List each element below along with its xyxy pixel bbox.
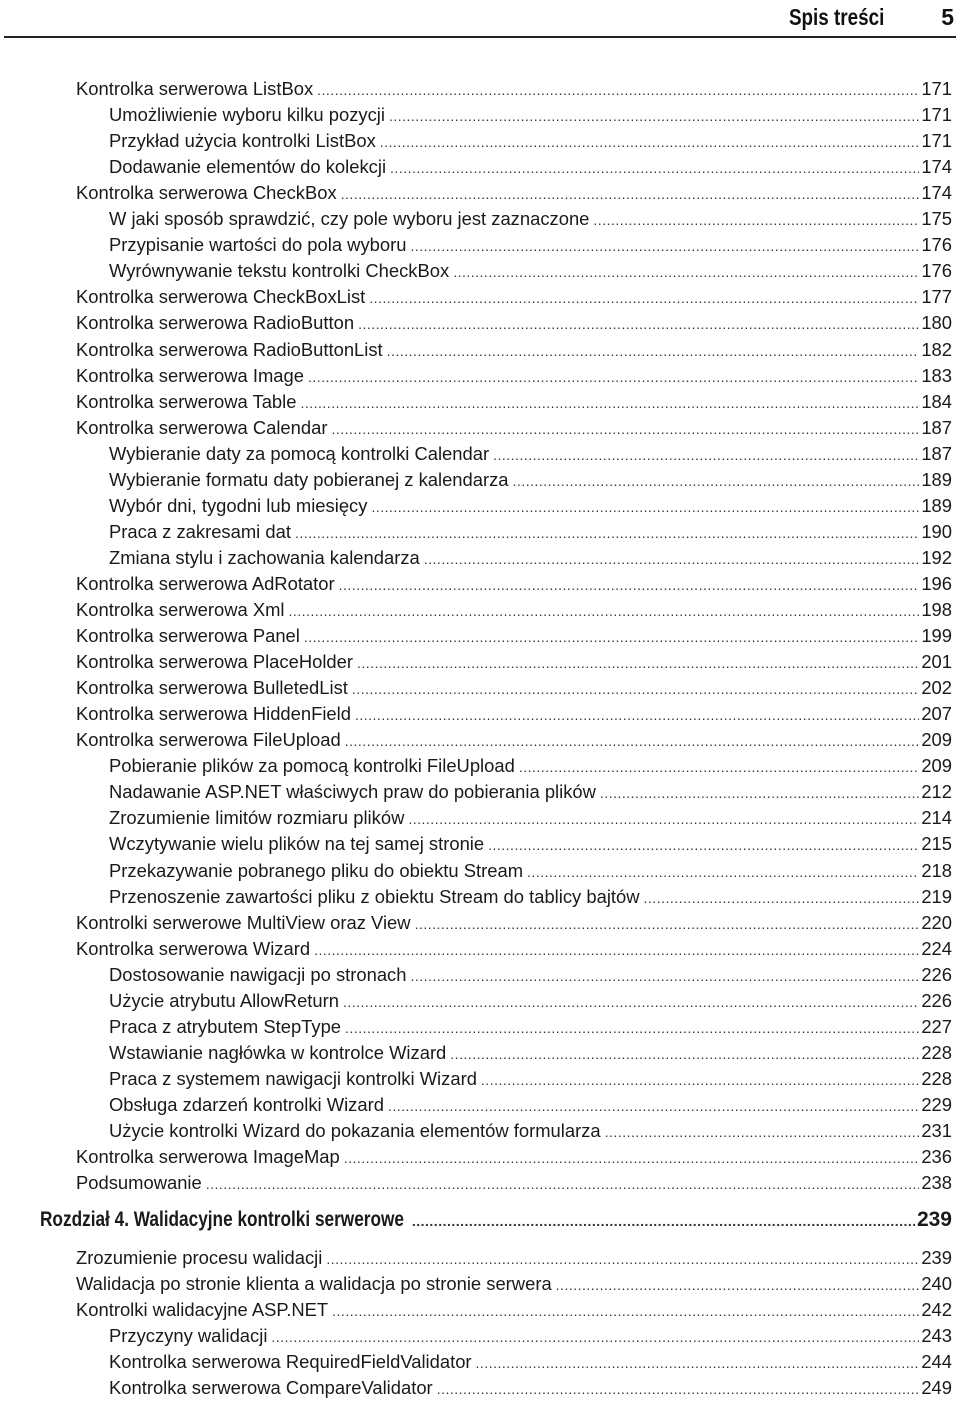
header-rule bbox=[4, 36, 956, 38]
dot-leader bbox=[410, 963, 919, 988]
toc-entry-title: Kontrolka serwerowa FileUpload bbox=[76, 729, 341, 751]
toc-chapter-entry[interactable] bbox=[40, 1208, 952, 1232]
toc-entry-page-number: 175 bbox=[921, 208, 952, 230]
toc-entry[interactable] bbox=[109, 754, 952, 778]
toc-entry-page-number: 239 bbox=[921, 1247, 952, 1269]
toc-entry[interactable] bbox=[109, 1324, 952, 1348]
toc-entry[interactable] bbox=[109, 1350, 952, 1374]
toc-entry-title: Kontrolka serwerowa Wizard bbox=[76, 937, 311, 959]
toc-entry-page-number: 214 bbox=[921, 807, 952, 829]
toc-entry-page-number: 220 bbox=[921, 911, 952, 933]
toc-entry-title: Praca z zakresami dat bbox=[109, 520, 291, 542]
toc-entry-page-number: 176 bbox=[921, 260, 952, 282]
toc-entry[interactable] bbox=[76, 1171, 952, 1195]
toc-entry-title: Kontrolka serwerowa PlaceHolder bbox=[76, 651, 354, 673]
toc-entry-page-number: 202 bbox=[921, 677, 952, 699]
toc-entry-page-number: 227 bbox=[921, 1015, 952, 1037]
dot-leader bbox=[355, 702, 919, 727]
toc-entry-page-number: 192 bbox=[921, 546, 952, 568]
dot-leader bbox=[345, 1015, 919, 1040]
toc-entry-page-number: 171 bbox=[921, 104, 952, 126]
toc-entry[interactable] bbox=[76, 728, 952, 752]
toc-entry-title: Praca z atrybutem StepType bbox=[109, 1015, 342, 1037]
toc-entry-title: Kontrolka serwerowa BulletedList bbox=[76, 677, 348, 699]
toc-entry[interactable] bbox=[109, 780, 952, 804]
dot-leader bbox=[408, 806, 919, 831]
toc-entry[interactable] bbox=[76, 1145, 952, 1169]
toc-entry-title: Kontrolka serwerowa RequiredFieldValidator bbox=[109, 1351, 472, 1373]
running-head-title: Spis treści bbox=[788, 4, 884, 30]
toc-entry[interactable] bbox=[76, 338, 952, 362]
toc-entry-page-number: 182 bbox=[921, 338, 952, 360]
dot-leader bbox=[390, 155, 919, 180]
dot-leader bbox=[295, 520, 919, 545]
toc-entry-page-number: 187 bbox=[921, 442, 952, 464]
toc-entry-page-number: 207 bbox=[921, 703, 952, 725]
toc-entry-page-number: 243 bbox=[921, 1325, 952, 1347]
running-head-page-number: 5 bbox=[941, 4, 954, 30]
toc-entry-page-number: 171 bbox=[921, 78, 952, 99]
toc-entry[interactable] bbox=[109, 963, 952, 987]
dot-leader bbox=[352, 676, 919, 701]
dot-leader bbox=[345, 728, 920, 753]
dot-leader bbox=[605, 1119, 920, 1144]
toc-entry-title: Kontrolka serwerowa RadioButton bbox=[76, 312, 355, 334]
toc-entry-page-number: 242 bbox=[921, 1299, 952, 1321]
toc-entry[interactable] bbox=[109, 468, 952, 492]
dot-leader bbox=[593, 207, 919, 232]
dot-leader bbox=[513, 468, 920, 493]
toc-entry[interactable] bbox=[109, 1376, 952, 1400]
toc-entry-title: Kontrolka serwerowa ListBox bbox=[76, 78, 314, 99]
dot-leader bbox=[476, 1350, 920, 1375]
toc-entry-page-number: 228 bbox=[921, 1067, 952, 1089]
toc-entry[interactable] bbox=[109, 155, 952, 179]
dot-leader bbox=[317, 77, 919, 102]
dot-leader bbox=[600, 780, 919, 805]
dot-leader bbox=[527, 859, 919, 884]
toc-entry[interactable] bbox=[76, 598, 952, 622]
toc-entry[interactable] bbox=[109, 442, 952, 466]
dot-leader bbox=[271, 1324, 919, 1349]
dot-leader bbox=[358, 311, 919, 336]
toc-entry-page-number: 177 bbox=[921, 286, 952, 308]
toc-entry-page-number: 183 bbox=[921, 364, 952, 386]
toc-entry-page-number: 236 bbox=[921, 1146, 952, 1168]
toc-entry-page-number: 224 bbox=[921, 937, 952, 959]
toc-entry-title: Kontrolka serwerowa CheckBoxList bbox=[76, 286, 366, 308]
toc-entry-title: Dodawanie elementów do kolekcji bbox=[109, 156, 387, 178]
dot-leader bbox=[289, 598, 920, 623]
dot-leader bbox=[412, 1208, 915, 1233]
toc-entry-page-number: 196 bbox=[921, 572, 952, 594]
dot-leader bbox=[304, 624, 919, 649]
toc-entry-page-number: 174 bbox=[921, 182, 952, 204]
dot-leader bbox=[493, 442, 919, 467]
toc-entry-title: Kontrolka serwerowa Panel bbox=[76, 625, 300, 647]
toc-entry-page-number: 201 bbox=[921, 651, 952, 673]
toc-entry-page-number: 209 bbox=[921, 729, 952, 751]
toc-entry-title: Kontrolka serwerowa Xml bbox=[76, 599, 285, 620]
toc-entry-title: Wybieranie daty za pomocą kontrolki Calendar bbox=[109, 442, 490, 464]
toc-entry-page-number: 187 bbox=[921, 416, 952, 438]
dot-leader bbox=[343, 989, 919, 1014]
toc-entry[interactable] bbox=[109, 1041, 952, 1065]
toc-entry[interactable] bbox=[76, 624, 952, 648]
toc-entry[interactable] bbox=[109, 1119, 952, 1143]
toc-entry-title: Umożliwienie wyboru kilku pozycji bbox=[109, 104, 385, 126]
dot-leader bbox=[344, 1145, 920, 1170]
toc-entry[interactable] bbox=[76, 911, 952, 935]
dot-leader bbox=[424, 546, 920, 571]
toc-entry[interactable] bbox=[109, 520, 952, 544]
toc-entry-title: Kontrolka serwerowa Image bbox=[76, 364, 304, 386]
toc-entry[interactable] bbox=[76, 390, 952, 414]
toc-entry[interactable] bbox=[76, 285, 952, 309]
dot-leader bbox=[488, 832, 919, 857]
dot-leader bbox=[326, 1246, 919, 1271]
toc-entry[interactable] bbox=[109, 207, 952, 231]
toc-entry[interactable] bbox=[109, 129, 952, 153]
toc-entry[interactable] bbox=[109, 1067, 952, 1091]
toc-entry-title: Kontrolki serwerowe MultiView oraz View bbox=[76, 911, 411, 933]
toc-entry[interactable] bbox=[76, 311, 952, 335]
toc-entry[interactable] bbox=[76, 181, 952, 205]
dot-leader bbox=[357, 650, 919, 675]
toc-entry-page-number: 174 bbox=[921, 156, 952, 178]
toc-entry-title: Nadawanie ASP.NET właściwych praw do pobierania plików bbox=[109, 781, 596, 803]
toc-entry[interactable] bbox=[76, 1298, 952, 1322]
dot-leader bbox=[437, 1376, 920, 1401]
toc-entry[interactable] bbox=[109, 259, 952, 283]
dot-leader bbox=[308, 364, 919, 389]
toc-entry[interactable] bbox=[76, 937, 952, 961]
toc-entry-title: Praca z systemem nawigacji kontrolki Wizard bbox=[109, 1067, 477, 1089]
toc-entry-title: Walidacja po stronie klienta a walidacja po stronie serwera bbox=[76, 1273, 552, 1295]
toc-entry-page-number: 212 bbox=[921, 781, 952, 803]
toc-entry[interactable] bbox=[109, 1093, 952, 1117]
dot-leader bbox=[389, 103, 919, 128]
toc-entry-page-number: 226 bbox=[921, 989, 952, 1011]
toc-entry-page-number: 189 bbox=[921, 468, 952, 490]
toc-entry[interactable] bbox=[76, 1246, 952, 1270]
toc-entry-page-number: 219 bbox=[921, 885, 952, 907]
toc-entry-page-number: 249 bbox=[921, 1377, 952, 1399]
toc-entry-page-number: 199 bbox=[921, 625, 952, 647]
dot-leader bbox=[314, 937, 919, 962]
dot-leader bbox=[556, 1272, 920, 1297]
toc-entry[interactable] bbox=[109, 546, 952, 570]
dot-leader bbox=[206, 1171, 920, 1196]
toc-entry-title: Przyczyny walidacji bbox=[109, 1325, 268, 1347]
toc-entry-page-number: 226 bbox=[921, 963, 952, 985]
toc-entry[interactable] bbox=[109, 806, 952, 830]
toc-entry-title: Kontrolka serwerowa ImageMap bbox=[76, 1146, 340, 1168]
toc-entry-page-number: 198 bbox=[921, 599, 952, 620]
dot-leader bbox=[341, 181, 920, 206]
toc-entry[interactable] bbox=[76, 1272, 952, 1296]
toc-entry[interactable] bbox=[76, 676, 952, 700]
dot-leader bbox=[369, 285, 919, 310]
toc-entry[interactable] bbox=[109, 989, 952, 1013]
toc-entry-page-number: 239 bbox=[916, 1208, 952, 1232]
toc-entry-title: Wybieranie formatu daty pobieranej z kalendarza bbox=[109, 468, 509, 490]
toc-entry-page-number: 184 bbox=[921, 390, 952, 412]
dot-leader bbox=[410, 233, 919, 258]
toc-entry[interactable] bbox=[109, 103, 952, 127]
toc-entry-title: Użycie atrybutu AllowReturn bbox=[109, 989, 339, 1011]
toc-entry-title: Użycie kontrolki Wizard do pokazania elementów formularza bbox=[109, 1120, 601, 1141]
toc-entry-page-number: 218 bbox=[921, 859, 952, 881]
dot-leader bbox=[415, 911, 920, 936]
toc-entry-title: Wstawianie nagłówka w kontrolce Wizard bbox=[109, 1041, 447, 1063]
toc-entry-title: Kontrolki walidacyjne ASP.NET bbox=[76, 1299, 329, 1321]
dot-leader bbox=[450, 1041, 919, 1066]
toc-entry-title: Kontrolka serwerowa AdRotator bbox=[76, 572, 335, 594]
toc-entry[interactable] bbox=[76, 364, 952, 388]
toc-entry-title: Zrozumienie procesu walidacji bbox=[76, 1247, 323, 1269]
toc-entry-page-number: 240 bbox=[921, 1273, 952, 1295]
dot-leader bbox=[388, 1093, 919, 1118]
toc-entry-title: Kontrolka serwerowa CheckBox bbox=[76, 182, 337, 204]
toc-entry-title: Zrozumienie limitów rozmiaru plików bbox=[109, 807, 405, 829]
toc-entry-title: Przekazywanie pobranego pliku do obiektu Stream bbox=[109, 859, 524, 881]
toc-entry-title: Przenoszenie zawartości pliku z obiektu Stream do tablicy bajtów bbox=[109, 885, 640, 907]
dot-leader bbox=[387, 338, 920, 363]
toc-entry-title: Wyrównywanie tekstu kontrolki CheckBox bbox=[109, 260, 450, 282]
toc-entry-page-number: 215 bbox=[921, 833, 952, 855]
toc-entry-title: Zmiana stylu i zachowania kalendarza bbox=[109, 546, 420, 568]
toc-entry[interactable] bbox=[76, 416, 952, 440]
toc-entry-title: Kontrolka serwerowa CompareValidator bbox=[109, 1377, 433, 1399]
toc-entry-page-number: 180 bbox=[921, 312, 952, 334]
toc-entry[interactable] bbox=[76, 702, 952, 726]
toc-entry[interactable] bbox=[109, 233, 952, 257]
dot-leader bbox=[453, 259, 919, 284]
toc-entry-page-number: 244 bbox=[921, 1351, 952, 1373]
toc-entry-page-number: 229 bbox=[921, 1093, 952, 1115]
toc-entry[interactable] bbox=[109, 1015, 952, 1039]
toc-entry-page-number: 238 bbox=[921, 1172, 952, 1194]
dot-leader bbox=[371, 494, 919, 519]
toc-entry-title: W jaki sposób sprawdzić, czy pole wyboru jest zaznaczone bbox=[109, 208, 590, 230]
dot-leader bbox=[644, 885, 920, 910]
toc-entry-title: Przykład użycia kontrolki ListBox bbox=[109, 130, 376, 152]
toc-entry-page-number: 190 bbox=[921, 520, 952, 542]
toc-entry-page-number: 228 bbox=[921, 1041, 952, 1063]
toc-entry-title: Pobieranie plików za pomocą kontrolki FileUpload bbox=[109, 755, 515, 777]
page-header bbox=[0, 0, 960, 38]
dot-leader bbox=[300, 390, 919, 415]
toc-entry[interactable] bbox=[76, 572, 952, 596]
toc-entry[interactable] bbox=[109, 494, 952, 518]
toc-entry-page-number: 171 bbox=[921, 130, 952, 152]
toc-entry-title: Kontrolka serwerowa Table bbox=[76, 390, 297, 412]
toc-entry-title: Wczytywanie wielu plików na tej samej stronie bbox=[109, 833, 485, 855]
toc-entry-title: Podsumowanie bbox=[76, 1172, 202, 1194]
dot-leader bbox=[331, 416, 919, 441]
toc-entry[interactable] bbox=[109, 859, 952, 883]
toc-entry-title: Kontrolka serwerowa RadioButtonList bbox=[76, 338, 383, 360]
toc-entry[interactable] bbox=[109, 832, 952, 856]
toc-entry-title: Kontrolka serwerowa Calendar bbox=[76, 416, 328, 438]
toc-entry-title: Przypisanie wartości do pola wyboru bbox=[109, 234, 407, 256]
dot-leader bbox=[481, 1067, 919, 1092]
toc-entry[interactable] bbox=[76, 650, 952, 674]
toc-entry-title: Kontrolka serwerowa HiddenField bbox=[76, 703, 351, 725]
toc-entry-title: Wybór dni, tygodni lub miesięcy bbox=[109, 494, 368, 516]
dot-leader bbox=[339, 572, 920, 597]
toc-entry[interactable] bbox=[76, 77, 952, 101]
dot-leader bbox=[519, 754, 919, 779]
toc-entry-title: Obsługa zdarzeń kontrolki Wizard bbox=[109, 1093, 384, 1115]
toc-entry-page-number: 231 bbox=[921, 1120, 952, 1141]
toc-entry-title: Dostosowanie nawigacji po stronach bbox=[109, 963, 407, 985]
toc-entry-page-number: 209 bbox=[921, 755, 952, 777]
toc-entry-page-number: 189 bbox=[921, 494, 952, 516]
toc-entry[interactable] bbox=[109, 885, 952, 909]
toc-entry-title: Rozdział 4. Walidacyjne kontrolki serwerowe bbox=[40, 1208, 404, 1232]
dot-leader bbox=[332, 1298, 919, 1323]
toc-entry-page-number: 176 bbox=[921, 234, 952, 256]
dot-leader bbox=[380, 129, 920, 154]
